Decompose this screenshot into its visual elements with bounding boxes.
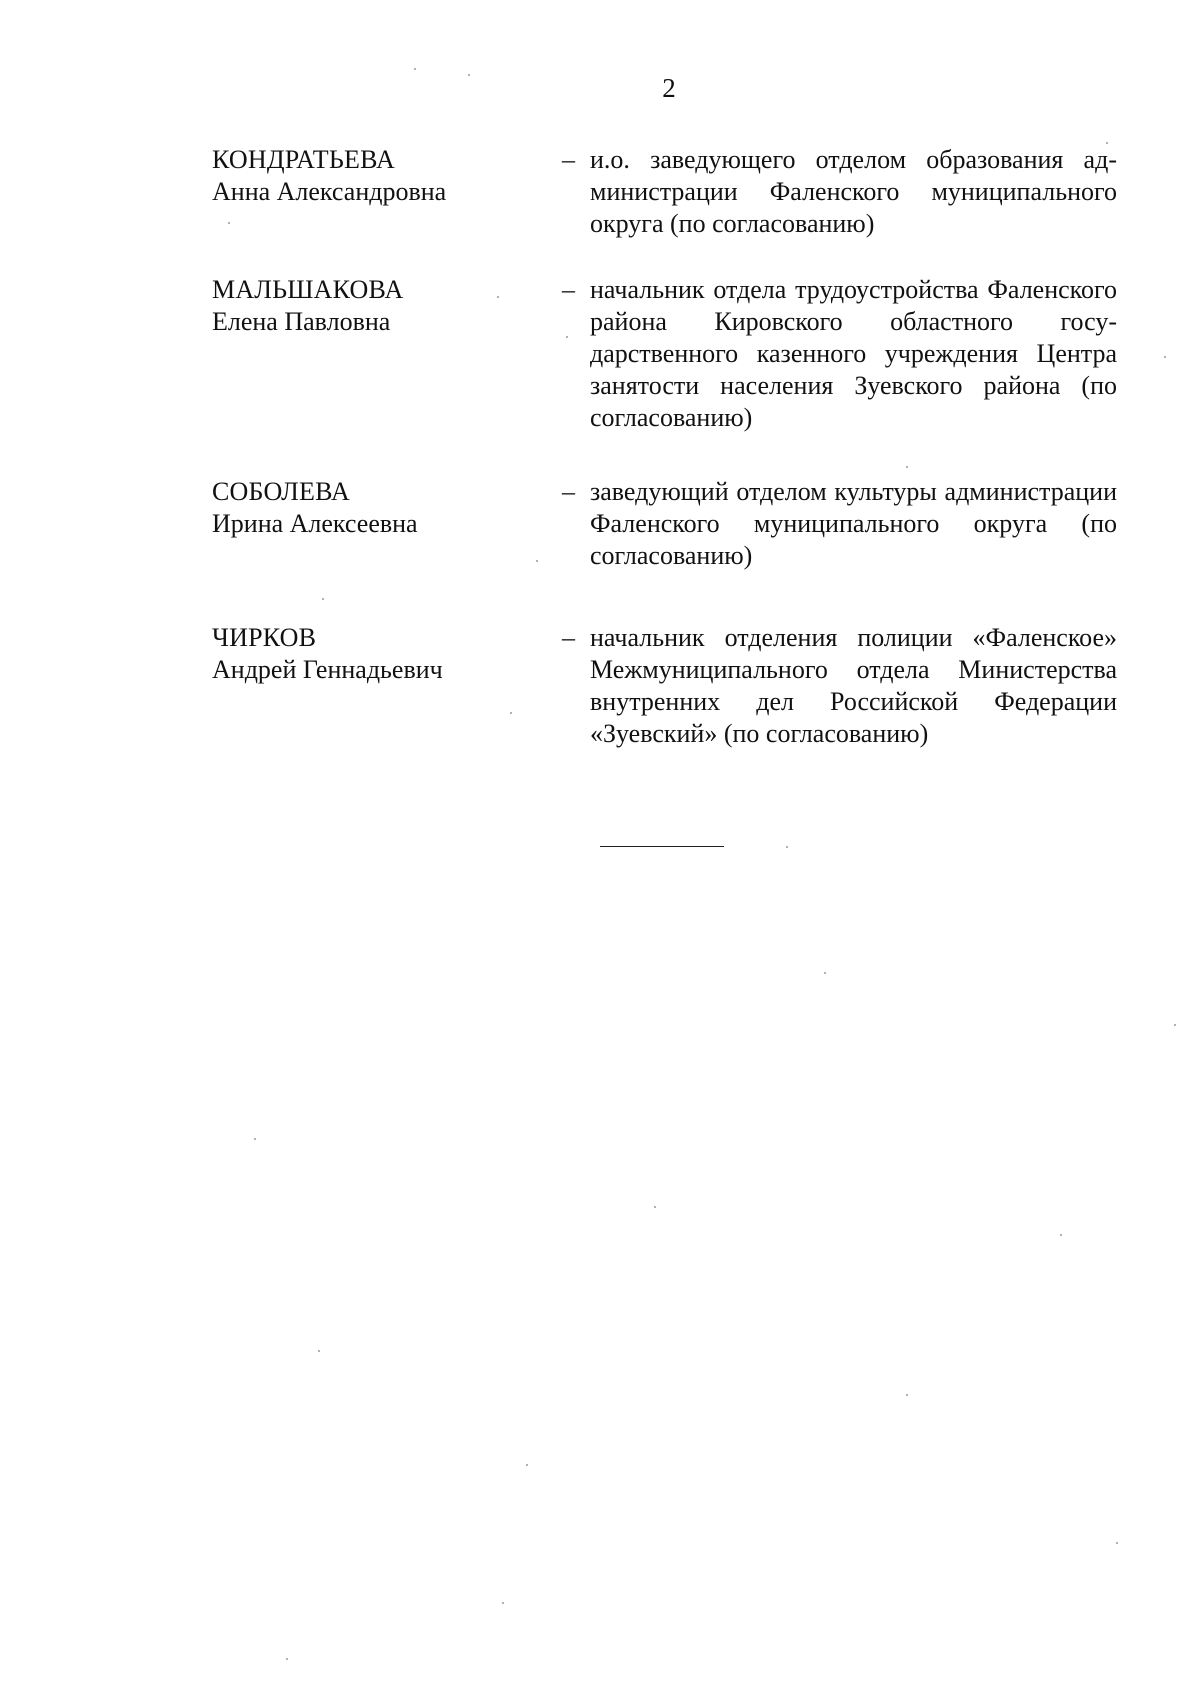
scan-speck [786, 846, 788, 848]
scan-speck [906, 466, 908, 468]
scan-speck [1164, 356, 1166, 358]
member-position: и.о. заведующего отделом образования администрации Фаленского муниципального округа (по согласованию) [590, 145, 1117, 238]
member-dash: – [562, 623, 575, 652]
member-name [212, 476, 542, 540]
scan-speck [906, 1394, 908, 1396]
member-surname: СОБОЛЕВА [212, 477, 350, 506]
scan-speck [497, 296, 499, 298]
scan-speck [1106, 142, 1108, 144]
scan-speck [228, 222, 230, 224]
member-given-name: Елена Павловна [212, 307, 391, 336]
page-number: 2 [662, 73, 676, 103]
scan-speck [286, 1658, 288, 1660]
member-position: начальник отделения полиции «Фаленское» Межмуниципального отдела Министерства внутренних дел Российской Федерации «Зуевский» (по согласованию) [590, 623, 1117, 748]
member-given-name: Анна Александровна [212, 177, 447, 206]
member-surname: МАЛЬШАКОВА [212, 275, 404, 304]
member-name [212, 144, 542, 208]
member-given-name: Ирина Алексеевна [212, 509, 418, 538]
scan-speck [322, 598, 324, 600]
member-position: начальник отдела трудоустройства Фаленского района Кировского областного государственного казенного учреждения Центра занятости населения Зуевского района (по согласованию) [590, 275, 1117, 432]
closing-rule [600, 846, 724, 847]
scan-speck [510, 712, 512, 714]
scan-speck [654, 1206, 656, 1208]
member-dash: – [562, 145, 575, 174]
scan-speck [566, 336, 568, 338]
scan-speck [1116, 1542, 1118, 1544]
scan-speck [1060, 1234, 1062, 1236]
scan-speck [824, 972, 826, 974]
scan-speck [1174, 1024, 1176, 1026]
scan-speck [526, 1464, 528, 1466]
scan-speck [318, 1350, 320, 1352]
scan-speck [536, 560, 538, 562]
scan-speck [468, 74, 470, 76]
member-dash: – [562, 477, 575, 506]
member-dash: – [562, 275, 575, 304]
scan-speck [414, 68, 416, 70]
member-surname: КОНДРАТЬЕВА [212, 145, 395, 174]
scan-speck [254, 1138, 256, 1140]
member-name [212, 622, 542, 686]
member-surname: ЧИРКОВ [212, 623, 317, 652]
member-name [212, 274, 542, 338]
member-given-name: Андрей Геннадьевич [212, 655, 443, 684]
member-position: заведующий отделом культуры администрации Фаленского муниципального округа (по согласованию) [590, 477, 1117, 570]
scan-speck [502, 1602, 504, 1604]
